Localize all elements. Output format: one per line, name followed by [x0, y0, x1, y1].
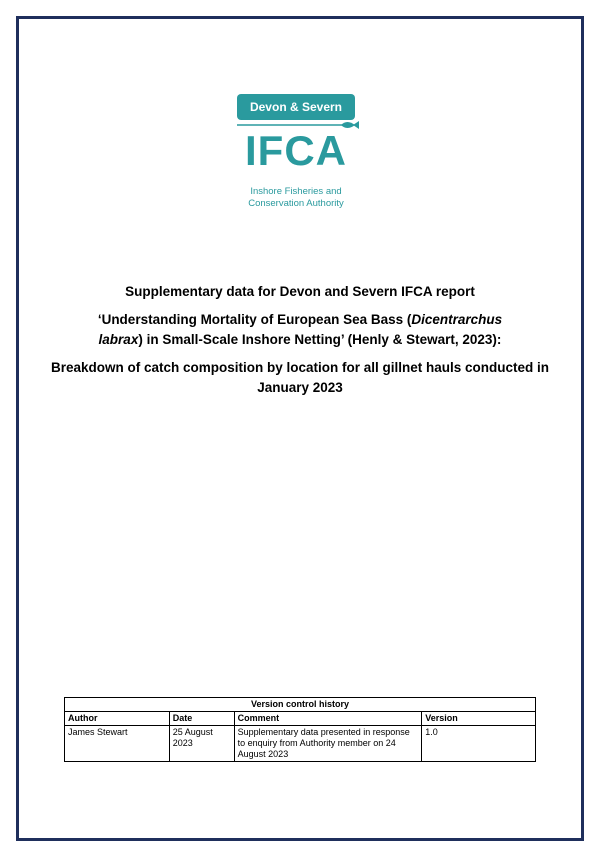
header-author: Author — [65, 712, 170, 726]
header-comment: Comment — [234, 712, 422, 726]
cell-date: 25 August 2023 — [169, 726, 234, 762]
cell-author: James Stewart — [65, 726, 170, 762]
title-line2-pre: ‘Understanding Mortality of European Sea Bass ( — [97, 312, 412, 327]
header-date: Date — [169, 712, 234, 726]
title-line2-italic: Dicentrarchus — [411, 312, 503, 327]
table-row — [65, 726, 536, 762]
title-line3: Breakdown of catch composition by location for all gillnet hauls conducted in January 2023 — [50, 360, 550, 395]
logo-tagline-line1: Inshore Fisheries and — [250, 186, 342, 197]
table-header-row — [65, 712, 536, 726]
title-block — [40, 282, 560, 406]
version-control-table — [64, 697, 536, 762]
cell-version: 1.0 — [422, 726, 536, 762]
title-line2-italic2: labrax — [98, 332, 139, 347]
title-line2-post: ) in Small-Scale Inshore Netting’ (Henly & Stewart, 2023): — [138, 332, 502, 347]
title-line2 — [40, 310, 560, 350]
table-caption: Version control history — [65, 698, 536, 712]
logo-banner: Devon & Severn — [237, 94, 355, 120]
logo-tagline-line2: Conservation Authority — [248, 198, 344, 209]
cell-comment: Supplementary data presented in response to enquiry from Authority member on 24 August 2023 — [234, 726, 422, 762]
logo-wordmark: IFCA — [245, 127, 347, 174]
title-line1: Supplementary data for Devon and Severn IFCA report — [125, 284, 475, 299]
logo-tagline — [233, 186, 359, 210]
header-version: Version — [422, 712, 536, 726]
